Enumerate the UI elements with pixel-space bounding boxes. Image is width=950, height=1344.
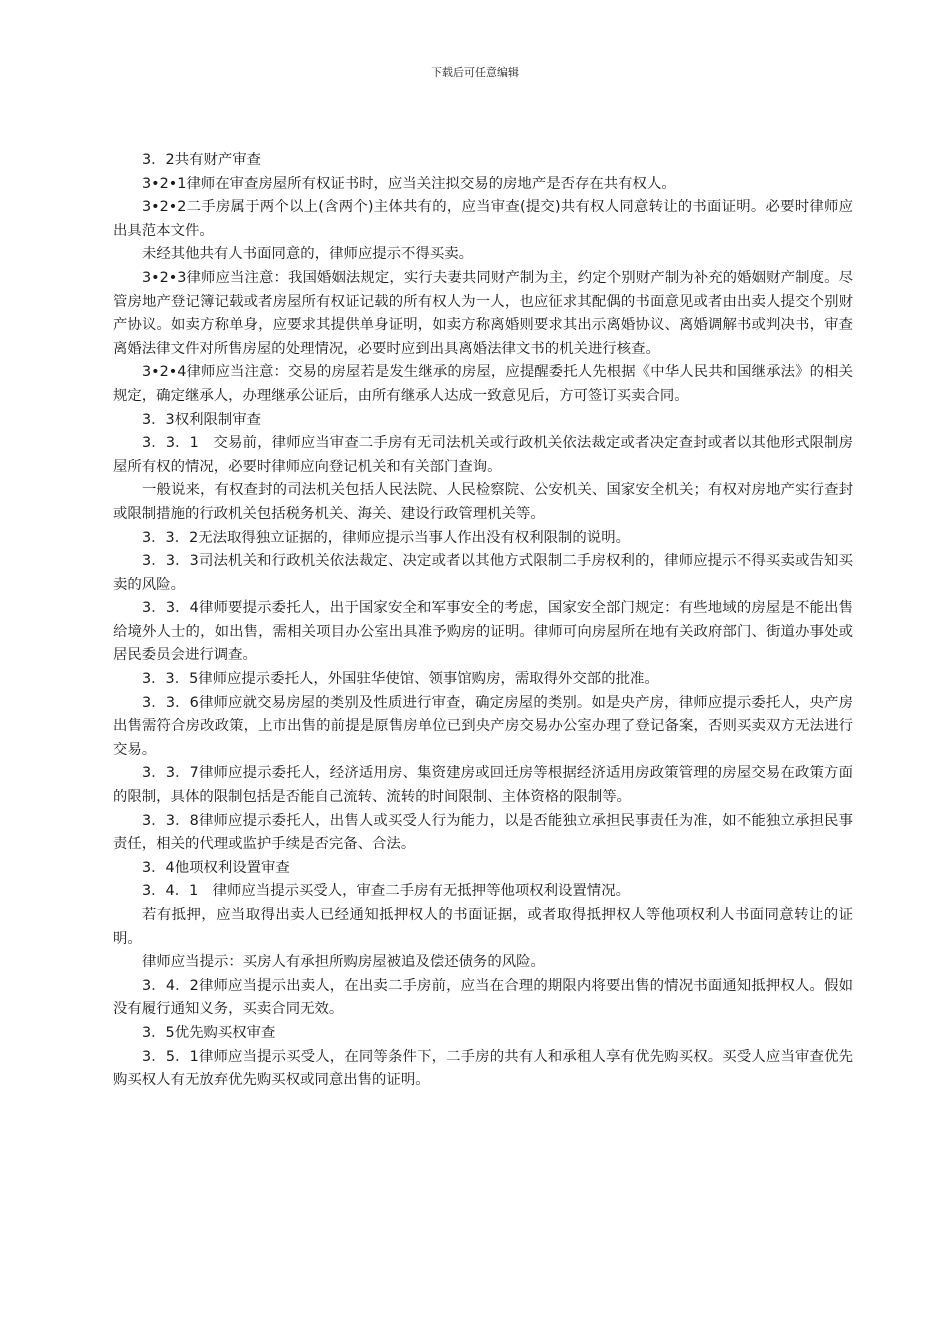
paragraph-3-3-4: 3．3．4律师要提示委托人，出于国家安全和军事安全的考虑，国家安全部门规定：有些地域的房屋是不能出售给境外人士的，如出售，需相关项目办公室出具准予购房的证明。律师可向房屋所在地有关政府部门、街道办事处或居民委员会进行调查。	[113, 600, 853, 664]
section-heading-3-2: 3．2共有财产审查	[142, 152, 262, 168]
paragraph-3-3-6: 3．3．6律师应就交易房屋的类别及性质进行审查，确定房屋的类别。如是央产房，律师应提示委托人，央产房出售需符合房改政策，上市出售的前提是原售房单位已到央产房交易办公室办理了登记备案，否则买卖双方无法进行交易。	[113, 694, 853, 758]
paragraph-3-4-2: 3．4．2律师应当提示出卖人，在出卖二手房前，应当在合理的期限内将要出售的情况书面通知抵押权人。假如没有履行通知义务，买卖合同无效。	[113, 977, 853, 1018]
paragraph-3-4-1-warning: 律师应当提示：买房人有承担所购房屋被追及偿还债务的风险。	[142, 954, 545, 971]
paragraph-3-3-8: 3．3．8律师应提示委托人，出售人或买受人行为能力，以是否能独立承担民事责任为准，如不能独立承担民事责任，相关的代理或监护手续是否完备、合法。	[113, 812, 853, 853]
paragraph-3-2-2: 3•2•2二手房属于两个以上(含两个)主体共有的，应当审查(提交)共有权人同意转让的书面证明。必要时律师应出具范本文件。	[113, 199, 853, 239]
paragraph-3-3-5: 3．3．5律师应提示委托人，外国驻华使馆、领事馆购房，需取得外交部的批准。	[142, 671, 659, 688]
paragraph-3-4-1: 3．4．1 律师应当提示买受人，审查二手房有无抵押等他项权利设置情况。	[142, 883, 630, 900]
paragraph-3-2-3: 3•2•3律师应当注意：我国婚姻法规定，实行夫妻共同财产制为主，约定个别财产制为补充的婚姻财产制度。尽管房地产登记簿记载或者房屋所有权证记载的所有权人为一人，也应征求其配偶的书面意见或者由出卖人提交个别财产协议。如卖方称单身，应要求其提供单身证明，如卖方称离婚则要求其出示离婚协议、离婚调解书或判决书，审查离婚法律文件对所售房屋的处理情况，必要时应到出具离婚法律文书的机关进行核查。	[113, 269, 853, 357]
paragraph-3-4-1-note: 若有抵押，应当取得出卖人已经通知抵押权人的书面证据，或者取得抵押权人等他项权利人书面同意转让的证明。	[113, 907, 853, 947]
paragraph-3-3-1: 3．3．1 交易前，律师应当审查二手房有无司法机关或行政机关依法裁定或者决定查封或者以其他形式限制房屋所有权的情况，必要时律师应向登记机关和有关部门查询。	[113, 435, 853, 475]
section-heading-3-4: 3．4他项权利设置审查	[142, 859, 290, 876]
paragraph-3-3-7: 3．3．7律师应提示委托人，经济适用房、集资建房或回迁房等根据经济适用房政策管理的房屋交易在政策方面的限制，具体的限制包括是否能自己流转、流转的时间限制、主体资格的限制等。	[113, 765, 853, 806]
page-header: 下载后可任意编辑	[431, 66, 519, 79]
paragraph-3-3-3: 3．3．3司法机关和行政机关依法裁定、决定或者以其他方式限制二手房权利的，律师应提示不得买卖或告知买卖的风险。	[113, 553, 853, 593]
paragraph-3-3-1-note: 一般说来，有权查封的司法机关包括人民法院、人民检察院、公安机关、国家安全机关；有权对房地产实行查封或限制措施的行政机关包括税务机关、海关、建设行政管理机关等。	[113, 482, 853, 522]
paragraph-3-5-1: 3．5．1律师应当提示买受人，在同等条件下，二手房的共有人和承租人享有优先购买权。买受人应当审查优先购买权人有无放弃优先购买权或同意出售的证明。	[113, 1048, 853, 1089]
section-heading-3-5: 3．5优先购买权审查	[142, 1024, 276, 1041]
section-heading-3-3: 3．3权利限制审查	[142, 411, 262, 428]
paragraph-3-3-2: 3．3．2无法取得独立证据的，律师应提示当事人作出没有权利限制的说明。	[142, 529, 630, 546]
document-body	[113, 149, 853, 1093]
paragraph-3-2-4: 3•2•4律师应当注意：交易的房屋若是发生继承的房屋，应提醒委托人先根据《中华人民共和国继承法》的相关规定，确定继承人，办理继承公证后，由所有继承人达成一致意见后，方可签订买卖合同。	[113, 364, 853, 404]
paragraph-3-2-1: 3•2•1律师在审查房屋所有权证书时，应当关注拟交易的房地产是否存在共有权人。	[142, 175, 676, 192]
paragraph-3-2-2-note: 未经其他共有人书面同意的，律师应提示不得买卖。	[142, 246, 473, 263]
